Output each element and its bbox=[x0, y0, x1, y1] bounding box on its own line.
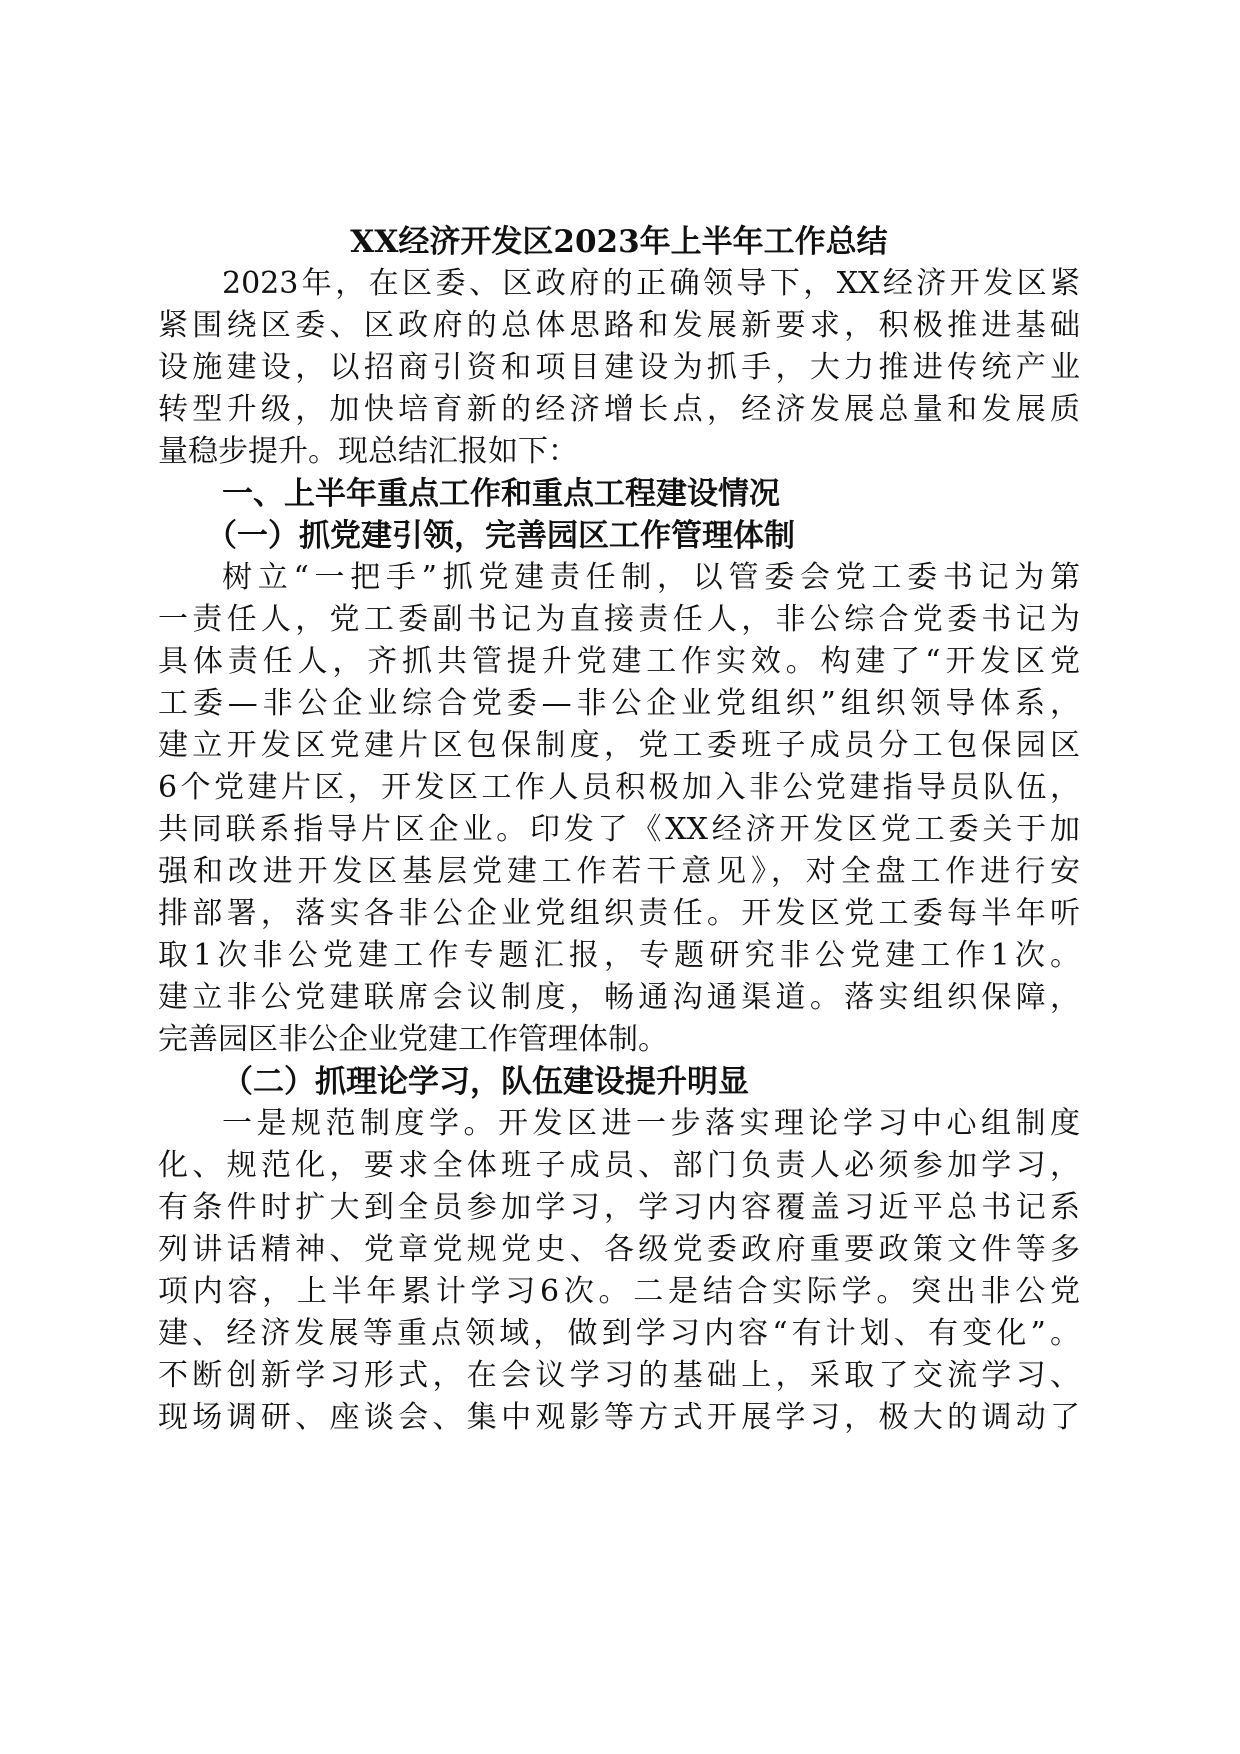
paragraph-line: 树立“一把手”抓党建责任制，以管委会党工委书记为第 bbox=[222, 560, 1080, 595]
paragraph-line: 强和改进开发区基层党建工作若干意见》，对全盘工作进行安 bbox=[158, 854, 1080, 889]
paragraph-line: 6个党建片区，开发区工作人员积极加入非公党建指导员队伍， bbox=[158, 770, 1080, 805]
paragraph-line: 完善园区非公企业党建工作管理体制。 bbox=[158, 1022, 668, 1057]
section-heading: 一、上半年重点工作和重点工程建设情况 bbox=[222, 476, 780, 512]
subsection-heading: （一）抓党建引领，完善园区工作管理体制 bbox=[206, 518, 795, 554]
paragraph-line: 量稳步提升。现总结汇报如下： bbox=[158, 434, 578, 469]
paragraph-line: 有条件时扩大到全员参加学习，学习内容覆盖习近平总书记系 bbox=[158, 1190, 1080, 1225]
paragraph-line: 设施建设，以招商引资和项目建设为抓手，大力推进传统产业 bbox=[158, 350, 1080, 385]
paragraph-line: 化、规范化，要求全体班子成员、部门负责人必须参加学习， bbox=[158, 1148, 1080, 1183]
paragraph-line: 不断创新学习形式，在会议学习的基础上，采取了交流学习、 bbox=[158, 1358, 1080, 1393]
paragraph-line: 列讲话精神、党章党规党史、各级党委政府重要政策文件等多 bbox=[158, 1232, 1080, 1267]
paragraph-line: 2023年，在区委、区政府的正确领导下，XX经济开发区紧 bbox=[222, 266, 1080, 301]
paragraph-line: 项内容，上半年累计学习6次。二是结合实际学。突出非公党 bbox=[158, 1274, 1080, 1309]
paragraph-line: 建立开发区党建片区包保制度，党工委班子成员分工包保园区 bbox=[158, 728, 1080, 763]
document-title: XX经济开发区2023年上半年工作总结 bbox=[350, 224, 888, 260]
paragraph-line: 共同联系指导片区企业。印发了《XX经济开发区党工委关于加 bbox=[158, 812, 1080, 847]
paragraph-line: 转型升级，加快培育新的经济增长点，经济发展总量和发展质 bbox=[158, 392, 1080, 427]
subsection-heading: （二）抓理论学习，队伍建设提升明显 bbox=[222, 1064, 749, 1100]
paragraph-line: 一责任人，党工委副书记为直接责任人，非公综合党委书记为 bbox=[158, 602, 1080, 637]
paragraph-line: 紧围绕区委、区政府的总体思路和发展新要求，积极推进基础 bbox=[158, 308, 1080, 343]
paragraph-line: 一是规范制度学。开发区进一步落实理论学习中心组制度 bbox=[222, 1106, 1080, 1141]
paragraph-line: 取1次非公党建工作专题汇报，专题研究非公党建工作1次。 bbox=[158, 938, 1080, 973]
paragraph-line: 工委—非公企业综合党委—非公企业党组织”组织领导体系， bbox=[158, 686, 1080, 721]
paragraph-line: 建立非公党建联席会议制度，畅通沟通渠道。落实组织保障， bbox=[158, 980, 1080, 1015]
paragraph-line: 现场调研、座谈会、集中观影等方式开展学习，极大的调动了 bbox=[158, 1400, 1080, 1435]
paragraph-line: 排部署，落实各非公企业党组织责任。开发区党工委每半年听 bbox=[158, 896, 1080, 931]
paragraph-line: 具体责任人，齐抓共管提升党建工作实效。构建了“开发区党 bbox=[158, 644, 1080, 679]
paragraph-line: 建、经济发展等重点领域，做到学习内容“有计划、有变化”。 bbox=[158, 1316, 1080, 1351]
